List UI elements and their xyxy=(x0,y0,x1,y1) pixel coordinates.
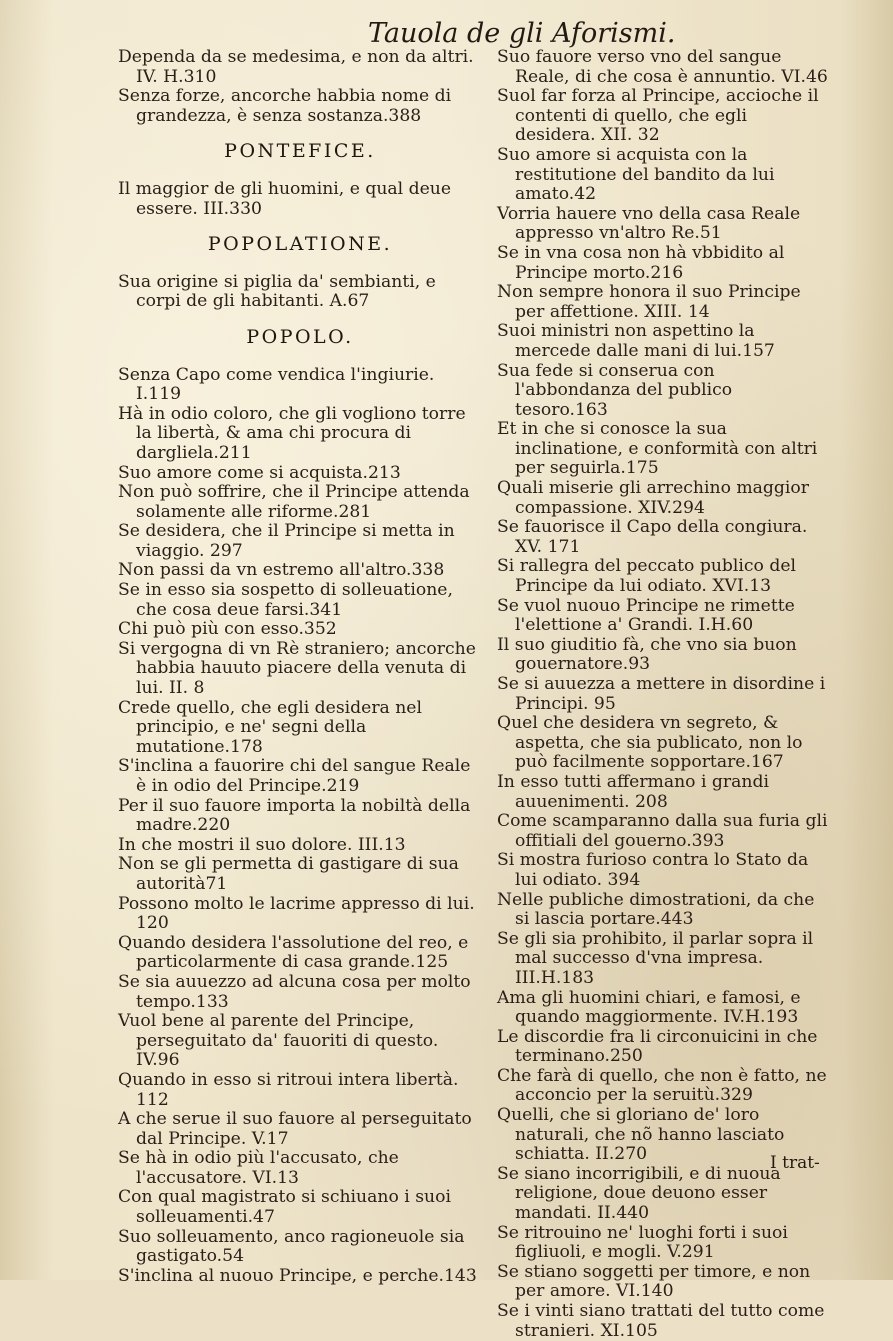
index-entry: Sua origine si piglia da' sembianti, e corpi de gli habitanti. A.67 xyxy=(118,271,436,312)
index-entry: Non passi da vn estremo all'altro.338 xyxy=(118,560,445,581)
index-entry: Possono molto le lacrime appresso di lui. 120 xyxy=(118,893,475,934)
index-entry: Come scamparanno dalla sua furia gli offitiali del gouerno.393 xyxy=(497,811,828,851)
index-entry: Se si auuezza a mettere in disordine i Principi. 95 xyxy=(497,674,826,714)
left-column xyxy=(118,48,482,1286)
index-entry: Non se gli permetta di gastigare di sua autorità71 xyxy=(118,854,459,894)
index-entry: Crede quello, che egli desidera nel principio, e ne' segni della mutatione.178 xyxy=(118,697,422,757)
index-entry: Il maggior de gli huomini, e qual deue essere. III.330 xyxy=(118,178,452,219)
index-entry: Suol far forza al Principe, accioche il contenti di quello, che egli desidera. XII. 32 xyxy=(497,86,819,146)
index-entry: Se sia auuezzo ad alcuna cosa per molto tempo.133 xyxy=(118,971,471,1012)
index-entry: Suo amore come si acquista.213 xyxy=(118,462,401,483)
index-entry: Hà in odio coloro, che gli vogliono torre la libertà, & ama chi procura di dargliela.211 xyxy=(118,403,466,463)
index-entry: Chi può più con esso.352 xyxy=(118,619,337,640)
index-entry: Sua fede si conserua con l'abbondanza del publico tesoro.163 xyxy=(497,360,733,420)
index-entry: Con qual magistrato si schiuano i suoi solleuamenti.47 xyxy=(118,1187,451,1228)
index-entry: Si mostra furioso contra lo Stato da lui odiato. 394 xyxy=(497,850,809,890)
index-entry: Se desidera, che il Principe si metta in viaggio. 297 xyxy=(118,521,455,561)
section-heading: PONTEFICE. xyxy=(224,140,376,163)
section-heading: POPOLO. xyxy=(246,325,354,348)
running-head: Tauola de gli Aforismi. xyxy=(368,18,676,49)
index-entry: Se gli sia prohibito, il parlar sopra il mal successo d'vna impresa. III.H.183 xyxy=(497,928,814,988)
index-entry: S'inclina a fauorire chi del sangue Reale è in odio del Principe.219 xyxy=(118,756,471,796)
index-entry: Senza forze, ancorche habbia nome di grandezza, è senza sostanza.388 xyxy=(118,86,452,126)
index-entry: Se hà in odio più l'accusato, che l'accusatore. VI.13 xyxy=(118,1148,399,1188)
index-entry: In che mostri il suo dolore. III.13 xyxy=(118,834,406,855)
index-entry: Si vergogna di vn Rè straniero; ancorche habbia hauuto piacere della venuta di lui. II. 8 xyxy=(118,638,476,699)
index-entry: A che serue il suo fauore al perseguitato dal Principe. V.17 xyxy=(118,1109,472,1149)
index-entry: Senza Capo come vendica l'ingiurie. I.119 xyxy=(118,364,435,405)
index-entry: Se fauorisce il Capo della congiura. XV. 171 xyxy=(497,517,808,557)
index-entry: Vuol bene al parente del Principe, perseguitato da' fauoriti di questo. IV.96 xyxy=(118,1011,439,1071)
index-entry: Suo amore si acquista con la restitutione del bandito da lui amato.42 xyxy=(497,144,775,205)
index-entry: Per il suo fauore importa la nobiltà della madre.220 xyxy=(118,795,471,836)
index-entry: Suo solleuamento, anco ragioneuole sia gastigato.54 xyxy=(118,1226,465,1267)
index-entry: Suoi ministri non aspettino la mercede dalle mani di lui.157 xyxy=(497,321,775,361)
index-entry: Se in esso sia sospetto di solleuatione, che cosa deue farsi.341 xyxy=(118,580,453,620)
index-entry: Et in che si conosce la sua inclinatione, e conformità con altri per seguirla.175 xyxy=(497,419,818,479)
index-entry: Se i vinti siano trattati del tutto come stranieri. XI.105 xyxy=(497,1301,825,1341)
index-entry: Ama gli huomini chiari, e famosi, e quando maggiormente. IV.H.193 xyxy=(497,987,801,1028)
index-entry: Che farà di quello, che non è fatto, ne acconcio per la seruitù.329 xyxy=(497,1065,827,1106)
section-heading: POPOLATIONE. xyxy=(207,233,393,256)
index-entry: In esso tutti affermano i grandi auuenimenti. 208 xyxy=(497,771,769,812)
index-entry: Quando desidera l'assolutione del reo, e particolarmente di casa grande.125 xyxy=(118,932,469,973)
index-entry: Se vuol nuouo Principe ne rimette l'elettione a' Grandi. I.H.60 xyxy=(497,595,795,636)
index-entry: Suo fauore verso vno del sangue Reale, di che cosa è annuntio. VI.46 xyxy=(497,47,828,87)
index-entry: Vorria hauere vno della casa Reale appresso vn'altro Re.51 xyxy=(497,203,801,244)
index-entry: Se ritrouino ne' luoghi forti i suoi figliuoli, e mogli. V.291 xyxy=(497,1222,788,1263)
index-entry: Quelli, che si gloriano de' loro naturali, che nõ hanno lasciato schiatta. II.270 xyxy=(497,1105,785,1165)
index-entry: Le discordie fra li circonuicini in che terminano.250 xyxy=(497,1026,818,1067)
index-entry: Quando in esso si ritroui intera libertà. 112 xyxy=(118,1069,459,1110)
index-entry: Quali miserie gli arrechino maggior compassione. XIV.294 xyxy=(497,478,809,518)
index-entry: Quel che desidera vn segreto, & aspetta, che sia publicato, non lo può facilmente sopportare.167 xyxy=(497,713,803,773)
index-entry: Dependa da se medesima, e non da altri. IV. H.310 xyxy=(118,47,474,87)
index-entry: Si rallegra del peccato publico del Principe da lui odiato. XVI.13 xyxy=(497,556,796,597)
index-entry: Non può soffrire, che il Principe attenda solamente alle riforme.281 xyxy=(118,482,470,522)
index-entry: Il suo giuditio fà, che vno sia buon gouernatore.93 xyxy=(497,634,797,675)
index-entry: Se stiano soggetti per timore, e non per amore. VI.140 xyxy=(497,1261,811,1302)
index-entry: Se siano incorrigibili, e di nuoua religione, doue deuono esser mandati. II.440 xyxy=(497,1163,781,1224)
index-entry: Se in vna cosa non hà vbbidito al Principe morto.216 xyxy=(497,242,785,283)
index-entry: S'inclina al nuouo Principe, e perche.143 xyxy=(118,1265,477,1286)
catchword: I trat- xyxy=(770,1153,820,1173)
right-column xyxy=(497,48,829,1341)
index-entry: Non sempre honora il suo Principe per affettione. XIII. 14 xyxy=(497,282,801,322)
index-entry: Nelle publiche dimostrationi, da che si lascia portare.443 xyxy=(497,889,815,930)
